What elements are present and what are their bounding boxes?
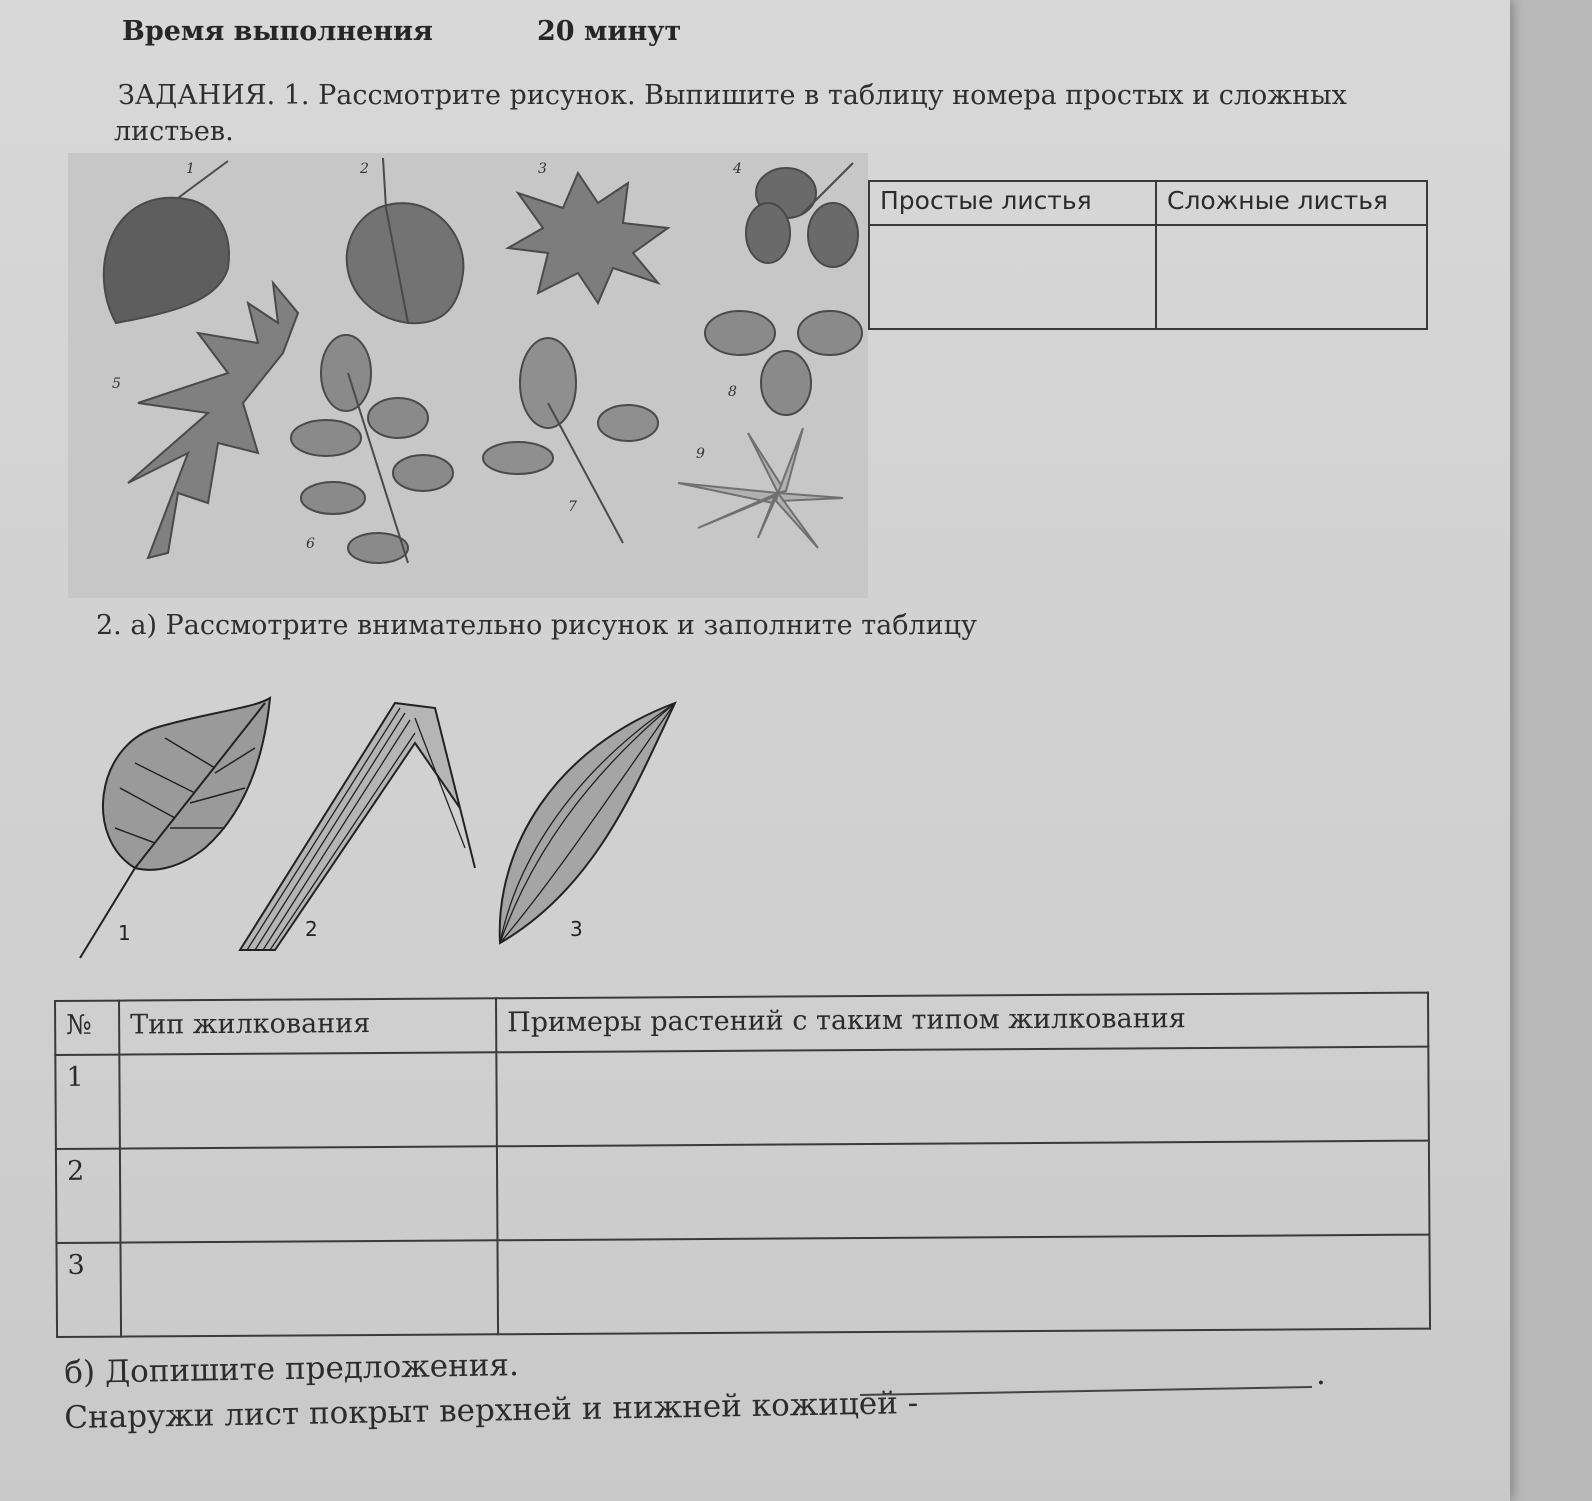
table-row xyxy=(56,1141,1430,1243)
venation-number-1: 1 xyxy=(118,921,131,945)
header-venation-type: Тип жилкования xyxy=(119,998,496,1054)
venation-leaf-1 xyxy=(80,698,270,958)
time-value: 20 минут xyxy=(537,16,682,47)
venation-type-cell[interactable] xyxy=(120,1240,498,1336)
header-number: № xyxy=(55,1001,119,1055)
task2b-text: б) Допишите предложения. xyxy=(64,1347,520,1391)
task1-text-line2: листьев. xyxy=(114,116,234,147)
task1-text-line1: ЗАДАНИЯ. 1. Рассмотрите рисунок. Выпишите в таблицу номера простых и сложных xyxy=(118,80,1347,111)
leaf-number-2: 2 xyxy=(360,161,369,177)
venation-leaf-2 xyxy=(240,703,475,950)
answer-blank-line[interactable] xyxy=(860,1386,1312,1396)
leaf-number-4: 4 xyxy=(733,161,742,177)
venation-type-cell[interactable] xyxy=(120,1146,498,1242)
leaf-number-3: 3 xyxy=(538,161,547,177)
header-compound-leaves: Сложные листья xyxy=(1156,181,1427,225)
leaf-number-7: 7 xyxy=(568,499,577,515)
venation-table xyxy=(54,992,1431,1338)
leaf-3 xyxy=(508,173,668,303)
leaf-number-5: 5 xyxy=(112,376,121,392)
leaf-1 xyxy=(104,198,229,323)
leaf-number-1: 1 xyxy=(186,161,195,177)
leaf-number-6: 6 xyxy=(306,536,315,552)
leaf-7 xyxy=(483,338,658,474)
venation-type-cell[interactable] xyxy=(119,1052,497,1148)
row-number: 3 xyxy=(56,1243,121,1337)
table-row xyxy=(55,1047,1429,1149)
sentence-end: . xyxy=(1316,1356,1326,1392)
venation-figure xyxy=(75,688,695,968)
sentence-text: Снаружи лист покрыт верхней и нижней кожицей - xyxy=(64,1385,919,1436)
row-number: 2 xyxy=(56,1149,121,1243)
plant-examples-cell[interactable] xyxy=(496,1047,1429,1147)
answer-cell-compound[interactable] xyxy=(1156,225,1427,329)
plant-examples-cell[interactable] xyxy=(497,1141,1430,1241)
leaf-4 xyxy=(746,168,858,267)
leaves-illustration xyxy=(68,153,868,598)
row-number: 1 xyxy=(55,1055,120,1149)
venation-number-3: 3 xyxy=(570,917,583,941)
table-row xyxy=(56,1235,1430,1337)
header-plant-examples: Примеры растений с таким типом жилкования xyxy=(496,993,1428,1053)
time-label: Время выполнения xyxy=(122,16,433,47)
task2a-text: 2. а) Рассмотрите внимательно рисунок и заполните таблицу xyxy=(96,610,977,641)
simple-compound-table xyxy=(868,180,1428,330)
venation-leaf-3 xyxy=(500,703,675,943)
leaves-figure xyxy=(68,153,868,598)
plant-examples-cell[interactable] xyxy=(497,1235,1430,1335)
answer-cell-simple[interactable] xyxy=(869,225,1156,329)
leaf-number-9: 9 xyxy=(696,446,705,462)
venation-number-2: 2 xyxy=(305,917,318,941)
header-simple-leaves: Простые листья xyxy=(869,181,1156,225)
leaf-5 xyxy=(128,283,298,558)
leaf-number-8: 8 xyxy=(728,384,737,400)
venation-illustration xyxy=(75,688,695,968)
